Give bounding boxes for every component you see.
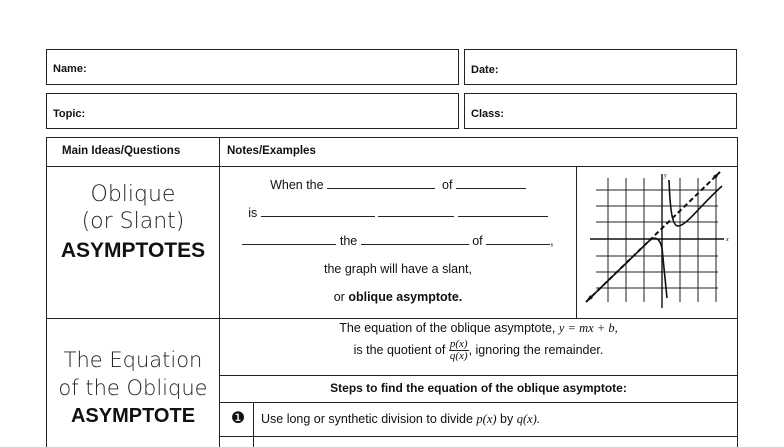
- section1-title-line1: Oblique: [90, 182, 176, 207]
- oblique-asymptote-graph: [578, 168, 736, 316]
- col1-header: Main Ideas/Questions: [62, 145, 181, 157]
- notes-line-3: the of ,: [220, 234, 576, 248]
- section1-title-line3: ASYMPTOTES: [60, 239, 206, 262]
- date-field[interactable]: [464, 49, 737, 85]
- section1-title: [47, 182, 219, 266]
- steps-header: Steps to find the equation of the oblique asymptote:: [330, 381, 627, 395]
- section1-title-line2: (or Slant): [81, 209, 185, 234]
- section2-title-line2: of the Oblique: [58, 376, 208, 400]
- blank[interactable]: [486, 234, 550, 245]
- curve-left: [588, 238, 667, 300]
- equation-line: The equation of the oblique asymptote, y = mx + b,: [339, 321, 618, 335]
- x-axis-label: x: [726, 237, 729, 243]
- topic-field[interactable]: [46, 93, 459, 129]
- class-field[interactable]: [464, 93, 737, 129]
- blank[interactable]: [361, 234, 469, 245]
- section2-title-line3: ASYMPTOTE: [70, 405, 196, 427]
- step-1-number: ❶: [230, 410, 246, 427]
- notes-line-2: is: [220, 206, 576, 220]
- notes-line-1: When the of: [220, 178, 576, 192]
- blank[interactable]: [242, 234, 336, 245]
- curve-right: [669, 180, 722, 226]
- p-over-q-fraction: $\frac{p(x)}{q(x)}$: [449, 338, 468, 362]
- name-field[interactable]: [46, 49, 459, 85]
- section2-title-line1: The Equation: [63, 348, 203, 372]
- blank[interactable]: [327, 178, 435, 189]
- blank[interactable]: [456, 178, 526, 189]
- blank[interactable]: [378, 206, 454, 217]
- step-1-text: Use long or synthetic division to divide p(x) by q(x).: [261, 412, 540, 426]
- topic-label: Topic:: [53, 108, 86, 120]
- blank[interactable]: [458, 206, 548, 217]
- y-axis-label: y: [664, 173, 667, 179]
- date-label: Date:: [471, 64, 499, 76]
- blank[interactable]: [261, 206, 375, 217]
- section2-title: [47, 346, 219, 430]
- name-label: Name:: [53, 63, 87, 75]
- class-label: Class:: [471, 108, 505, 120]
- notes-line-5: or oblique asymptote.: [333, 290, 463, 304]
- notes-line-4: the graph will have a slant,: [323, 262, 472, 276]
- col2-header: Notes/Examples: [227, 145, 316, 157]
- quotient-line: is the quotient of $\frac{p(x)}{q(x)}$ , ignoring the remainder.: [353, 338, 604, 362]
